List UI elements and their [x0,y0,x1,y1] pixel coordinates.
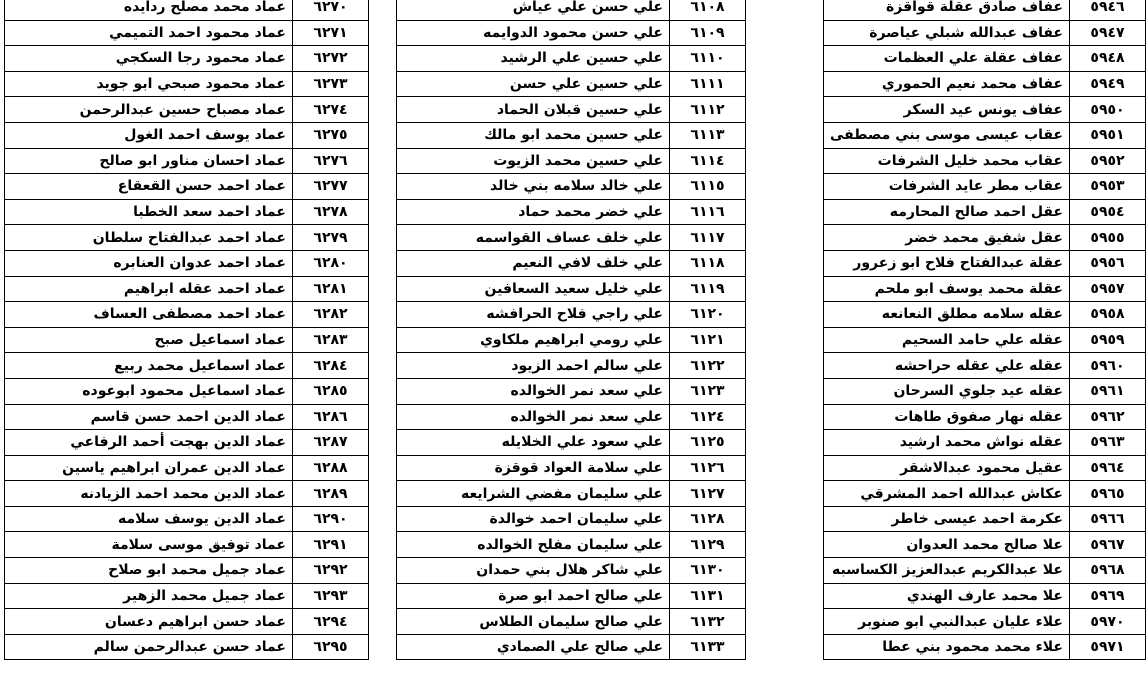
row-number: ٦٢٧٥ [293,122,369,148]
person-name: عقله سلامه مطلق النعانعه [823,302,1069,328]
row-number: ٦٢٧١ [293,20,369,46]
person-name: عكرمة احمد عيسى خاطر [823,506,1069,532]
row-number: ٦٢٨٦ [293,404,369,430]
person-name: علي خليل سعيد السعافين [397,276,670,302]
person-name: عقلة عبدالفتاح فلاح ابو زعرور [823,250,1069,276]
row-number: ٦٢٧٧ [293,174,369,200]
row-number: ٦٢٧٩ [293,225,369,251]
table-row [397,609,746,635]
row-number: ٦٢٨١ [293,276,369,302]
table-row [5,250,369,276]
table-row [5,97,369,123]
table-row [5,0,369,20]
table-row [5,353,369,379]
person-name: عقاب محمد خليل الشرفات [823,148,1069,174]
person-name: علي سعد نمر الخوالده [397,404,670,430]
table-row [397,327,746,353]
person-name: عماد الدين محمد احمد الزيادنه [5,481,293,507]
person-name: علي خلف عساف القواسمه [397,225,670,251]
table-row [397,634,746,660]
person-name: عماد احسان مناور ابو صالح [5,148,293,174]
names-table-middle [396,0,746,660]
person-name: عماد احمد حسن القعقاع [5,174,293,200]
person-name: عفاف محمد نعيم الحموري [823,71,1069,97]
person-name: عقاب مطر عايد الشرفات [823,174,1069,200]
table-row [397,46,746,72]
table-row [823,174,1145,200]
person-name: علي حسن محمود الدوايمه [397,20,670,46]
row-number: ٥٩٥٥ [1070,225,1146,251]
table-row [5,609,369,635]
row-number: ٦١٢١ [670,327,746,353]
person-name: علي صالح احمد ابو صرة [397,583,670,609]
person-name: عفاف يونس عيد السكر [823,97,1069,123]
person-name: عقله علي حامد السحيم [823,327,1069,353]
person-name: عماد اسماعيل صبح [5,327,293,353]
table-row [5,148,369,174]
row-number: ٥٩٥١ [1070,122,1146,148]
person-name: علي سليمان مفلح الخوالده [397,532,670,558]
person-name: علي راجي فلاح الحرافشه [397,302,670,328]
table-row [397,455,746,481]
row-number: ٥٩٥٨ [1070,302,1146,328]
person-name: علي سعد نمر الخوالده [397,378,670,404]
table-row [397,302,746,328]
table-row [397,481,746,507]
table-row [823,327,1145,353]
row-number: ٥٩٤٧ [1070,20,1146,46]
row-number: ٦٢٨٢ [293,302,369,328]
person-name: علي حسين قبلان الحماد [397,97,670,123]
table-row [397,148,746,174]
row-number: ٥٩٥٤ [1070,199,1146,225]
row-number: ٦٢٩٤ [293,609,369,635]
row-number: ٥٩٥٣ [1070,174,1146,200]
person-name: عماد محمود صبحي ابو جويد [5,71,293,97]
table-row [823,583,1145,609]
row-number: ٦٢٨٨ [293,455,369,481]
row-number: ٥٩٥٦ [1070,250,1146,276]
person-name: عماد حسن عبدالرحمن سالم [5,634,293,660]
person-name: عماد اسماعيل محمد ربيع [5,353,293,379]
table-row [397,378,746,404]
person-name: علي سعود علي الخلايله [397,430,670,456]
person-name: علي خلف لافي النعيم [397,250,670,276]
person-name: علي خضر محمد حماد [397,199,670,225]
row-number: ٦١٢٨ [670,506,746,532]
person-name: عكاش عبدالله احمد المشرقي [823,481,1069,507]
person-name: عماد جميل محمد الزهير [5,583,293,609]
person-name: عماد محمود احمد التميمي [5,20,293,46]
table-row [5,455,369,481]
table-row [5,558,369,584]
person-name: عقل احمد صالح المحارمه [823,199,1069,225]
person-name: عقلة محمد يوسف ابو ملحم [823,276,1069,302]
row-number: ٦١٣٢ [670,609,746,635]
row-number: ٦٢٩١ [293,532,369,558]
row-number: ٦١١٢ [670,97,746,123]
table-row [823,71,1145,97]
table-row [397,97,746,123]
row-number: ٦٢٩٢ [293,558,369,584]
person-name: عفاف عبدالله شبلي عياصرة [823,20,1069,46]
person-name: عماد احمد سعد الخطبا [5,199,293,225]
person-name: عماد الدين بهجت أحمد الرفاعي [5,430,293,456]
row-number: ٦١٠٨ [670,0,746,20]
person-name: علا عبدالكريم عبدالعزيز الكساسبه [823,558,1069,584]
row-number: ٦٢٩٥ [293,634,369,660]
person-name: علا صالح محمد العدوان [823,532,1069,558]
person-name: علي حسين محمد الزيوت [397,148,670,174]
row-number: ٥٩٦١ [1070,378,1146,404]
table-row [5,71,369,97]
table-row [397,20,746,46]
table-row [5,378,369,404]
row-number: ٦٢٨٣ [293,327,369,353]
person-name: عماد الدين احمد حسن قاسم [5,404,293,430]
table-row [397,225,746,251]
row-number: ٦١٢٦ [670,455,746,481]
table-row [397,276,746,302]
row-number: ٦١٢٢ [670,353,746,379]
person-name: عفاف صادق عقلة قواقزة [823,0,1069,20]
person-name: عماد توفيق موسى سلامة [5,532,293,558]
row-number: ٥٩٥٢ [1070,148,1146,174]
person-name: علي سلامة العواد قوقزة [397,455,670,481]
row-number: ٦١١٩ [670,276,746,302]
person-name: علي رومي ابراهيم ملكاوي [397,327,670,353]
person-name: عماد احمد عدوان العنابره [5,250,293,276]
person-name: عفاف عقلة علي العظمات [823,46,1069,72]
person-name: علي سالم احمد الزيود [397,353,670,379]
person-name: عماد احمد عقله ابراهيم [5,276,293,302]
table-row [5,174,369,200]
table-row [397,250,746,276]
row-number: ٦٢٨٩ [293,481,369,507]
row-number: ٦١١١ [670,71,746,97]
person-name: عقله نواش محمد ارشيد [823,430,1069,456]
row-number: ٦٢٧٦ [293,148,369,174]
table-row [5,199,369,225]
row-number: ٥٩٥٠ [1070,97,1146,123]
table-row [823,20,1145,46]
row-number: ٦١١٧ [670,225,746,251]
person-name: عقل شفيق محمد خضر [823,225,1069,251]
row-number: ٦٢٨٤ [293,353,369,379]
row-number: ٥٩٦٧ [1070,532,1146,558]
person-name: علي سليمان مفضي الشرايعه [397,481,670,507]
table-row [397,0,746,20]
table-row [5,532,369,558]
person-name: علي شاكر هلال بني حمدان [397,558,670,584]
row-number: ٦١١٨ [670,250,746,276]
row-number: ٥٩٤٦ [1070,0,1146,20]
row-number: ٦١١٦ [670,199,746,225]
person-name: علي حسن علي عياش [397,0,670,20]
table-row [5,430,369,456]
table-row [5,122,369,148]
table-row [823,0,1145,20]
row-number: ٦١١٤ [670,148,746,174]
table-row [397,404,746,430]
table-row [397,430,746,456]
person-name: عماد مصباح حسين عبدالرحمن [5,97,293,123]
table-row [823,353,1145,379]
table-row [823,404,1145,430]
names-table-right [823,0,1146,660]
row-number: ٥٩٥٩ [1070,327,1146,353]
row-number: ٦١٣١ [670,583,746,609]
table-row [397,199,746,225]
person-name: علي حسين علي الرشيد [397,46,670,72]
row-number: ٥٩٦٣ [1070,430,1146,456]
row-number: ٦١١٠ [670,46,746,72]
table-row [5,327,369,353]
row-number: ٦١٢٩ [670,532,746,558]
row-number: ٦٢٩٠ [293,506,369,532]
row-number: ٦١٢٥ [670,430,746,456]
table-row [823,302,1145,328]
row-number: ٥٩٤٨ [1070,46,1146,72]
table-row [397,558,746,584]
table-row [5,225,369,251]
table-row [823,199,1145,225]
person-name: عقله نهار صفوق طاهات [823,404,1069,430]
row-number: ٦٢٧٤ [293,97,369,123]
person-name: عماد يوسف احمد الغول [5,122,293,148]
row-number: ٦١٣٣ [670,634,746,660]
row-number: ٦٢٧٠ [293,0,369,20]
person-name: علي سليمان احمد خوالدة [397,506,670,532]
row-number: ٦١٢٣ [670,378,746,404]
person-name: عقيل محمود عبدالاشقر [823,455,1069,481]
table-row [823,225,1145,251]
row-number: ٥٩٦٦ [1070,506,1146,532]
person-name: عماد احمد مصطفى العساف [5,302,293,328]
table-row [823,122,1145,148]
person-name: عماد محمد مصلح ردايده [5,0,293,20]
table-row [5,20,369,46]
row-number: ٥٩٦٢ [1070,404,1146,430]
person-name: علي حسين محمد ابو مالك [397,122,670,148]
row-number: ٦٢٩٣ [293,583,369,609]
row-number: ٦٢٧٢ [293,46,369,72]
table-row [823,46,1145,72]
table-row [5,404,369,430]
row-number: ٥٩٦٩ [1070,583,1146,609]
row-number: ٦٢٧٨ [293,199,369,225]
table-row [397,506,746,532]
table-row [397,583,746,609]
table-row [823,430,1145,456]
row-number: ٥٩٦٤ [1070,455,1146,481]
row-number: ٦١٣٠ [670,558,746,584]
row-number: ٦١٢٤ [670,404,746,430]
person-name: عماد حسن ابراهيم دعسان [5,609,293,635]
person-name: عقاب عيسى موسى بني مصطفى [823,122,1069,148]
person-name: عماد الدين يوسف سلامه [5,506,293,532]
person-name: عقله علي عقله حراحشه [823,353,1069,379]
table-row [823,558,1145,584]
table-row [823,481,1145,507]
table-row [397,353,746,379]
names-table-left [4,0,369,660]
person-name: علي صالح سليمان الطلاس [397,609,670,635]
table-row [823,609,1145,635]
row-number: ٦١٢٠ [670,302,746,328]
row-number: ٦١١٣ [670,122,746,148]
table-row [5,481,369,507]
table-row [823,250,1145,276]
person-name: عقله عيد جلوي السرحان [823,378,1069,404]
table-row [823,634,1145,660]
row-number: ٥٩٦٨ [1070,558,1146,584]
person-name: علي صالح علي الصمادي [397,634,670,660]
person-name: علي خالد سلامه بني خالد [397,174,670,200]
table-row [823,97,1145,123]
person-name: عماد محمود رجا السكجي [5,46,293,72]
table-row [5,583,369,609]
table-row [823,455,1145,481]
table-row [5,302,369,328]
table-row [5,46,369,72]
row-number: ٥٩٤٩ [1070,71,1146,97]
row-number: ٦٢٧٣ [293,71,369,97]
person-name: عماد اسماعيل محمود ابوعوده [5,378,293,404]
row-number: ٦١٠٩ [670,20,746,46]
table-row [5,506,369,532]
table-row [397,122,746,148]
row-number: ٥٩٧٠ [1070,609,1146,635]
row-number: ٦٢٨٥ [293,378,369,404]
person-name: عماد احمد عبدالفتاح سلطان [5,225,293,251]
row-number: ٥٩٥٧ [1070,276,1146,302]
row-number: ٦١٢٧ [670,481,746,507]
table-row [397,532,746,558]
table-row [5,634,369,660]
table-row [823,148,1145,174]
table-row [397,71,746,97]
row-number: ٥٩٦٥ [1070,481,1146,507]
row-number: ٦١١٥ [670,174,746,200]
person-name: علاء محمد محمود بني عطا [823,634,1069,660]
row-number: ٦٢٨٠ [293,250,369,276]
person-name: علاء عليان عبدالنبي ابو صنوبر [823,609,1069,635]
table-row [5,276,369,302]
table-row [397,174,746,200]
person-name: علي حسين علي حسن [397,71,670,97]
table-row [823,506,1145,532]
row-number: ٥٩٦٠ [1070,353,1146,379]
row-number: ٦٢٨٧ [293,430,369,456]
person-name: عماد جميل محمد ابو صلاح [5,558,293,584]
person-name: عماد الدين عمران ابراهيم ياسين [5,455,293,481]
table-row [823,532,1145,558]
table-row [823,276,1145,302]
person-name: علا محمد عارف الهندي [823,583,1069,609]
row-number: ٥٩٧١ [1070,634,1146,660]
table-row [823,378,1145,404]
